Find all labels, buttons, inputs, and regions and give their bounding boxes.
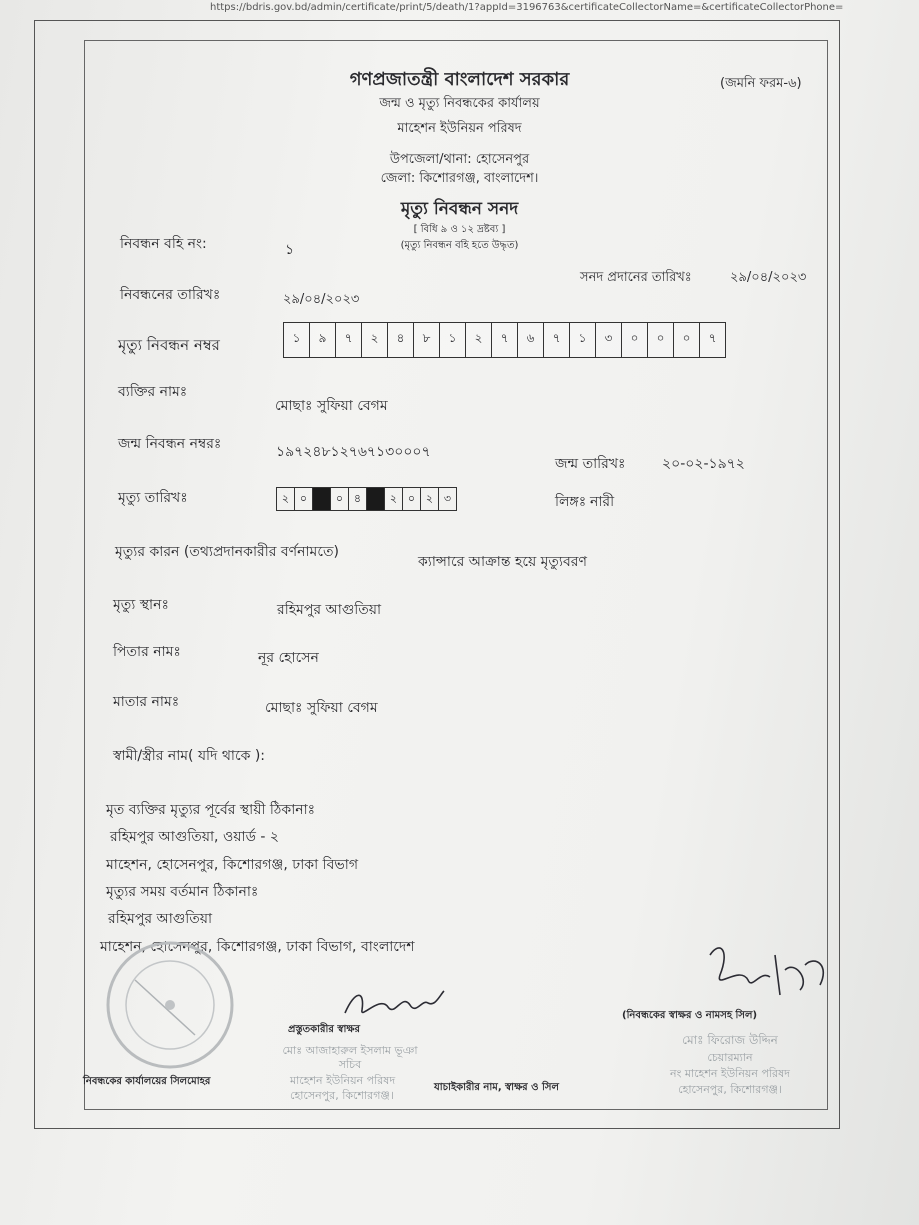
government-title: গণপ্রজাতন্ত্রী বাংলাদেশ সরকার xyxy=(349,69,570,90)
office-seal-label: নিবন্ধকের কার্যালয়ের সিলমোহর xyxy=(83,1076,211,1087)
permanent-address-line2: মাহেশন, হোসেনপুর, কিশোরগঞ্জ, ঢাকা বিভাগ xyxy=(106,857,359,873)
spouse-label: স্বামী/স্ত্রীর নাম( যদি থাকে ): xyxy=(113,748,266,764)
chair-stamp-address: হোসেনপুর, কিশোরগঞ্জ। xyxy=(678,1083,782,1096)
print-url: https://bdris.gov.bd/admin/certificate/print/5/death/1?appId=3196763&certificateCollectorName=&certificateCollectorPhone= xyxy=(210,2,844,13)
rule-note: [ বিধি ৯ ও ১২ দ্রষ্টব্য ] xyxy=(413,224,506,235)
death-reg-digit: ৬ xyxy=(518,322,544,358)
preparer-signature-label: প্রস্তুতকারীর স্বাক্ষর xyxy=(288,1024,360,1035)
father-label: পিতার নামঃ xyxy=(113,644,181,660)
death-reg-digit: ২ xyxy=(466,322,492,358)
death-date-boxes xyxy=(276,487,457,511)
registrar-signature xyxy=(690,935,840,1005)
death-date-digit: ০ xyxy=(295,487,313,511)
mother-label: মাতার নামঃ xyxy=(113,694,180,710)
place-label: মৃত্যু স্থানঃ xyxy=(113,597,169,613)
death-date-digit: ৪ xyxy=(349,487,367,511)
death-reg-digit: ১ xyxy=(440,322,466,358)
present-address-line2: মাহেশন, হোসেনপুর, কিশোরগঞ্জ, ঢাকা বিভাগ, বাংলাদেশ xyxy=(100,939,415,955)
issue-date-label: সনদ প্রদানের তারিখঃ xyxy=(580,270,692,285)
date-separator-cell xyxy=(367,487,385,511)
death-reg-digit: ৯ xyxy=(310,322,336,358)
chair-stamp-council: নং মাহেশন ইউনিয়ন পরিষদ xyxy=(670,1067,790,1080)
preparer-signature xyxy=(340,985,450,1025)
death-reg-digit: ১ xyxy=(283,322,310,358)
place-value: রহিমপুর আগুতিয়া xyxy=(277,602,382,618)
death-date-digit: ২ xyxy=(276,487,295,511)
district-line: জেলা: কিশোরগঞ্জ, বাংলাদেশ। xyxy=(380,171,539,186)
name-label: ব্যক্তির নামঃ xyxy=(118,384,188,400)
death-reg-digit: ০ xyxy=(622,322,648,358)
death-reg-digit: ৭ xyxy=(492,322,518,358)
birth-reg-no-value: ১৯৭২৪৮১২৭৬৭১৩০০০৭ xyxy=(276,444,431,460)
death-date-digit: ২ xyxy=(385,487,403,511)
present-address-line1: রহিমপুর আগুতিয়া xyxy=(108,911,213,927)
present-address-label: মৃত্যুর সময় বর্তমান ঠিকানাঃ xyxy=(106,884,259,900)
death-reg-digit: ১ xyxy=(570,322,596,358)
council-name: মাহেশন ইউনিয়ন পরিষদ xyxy=(397,121,522,136)
death-reg-digit: ০ xyxy=(674,322,700,358)
form-tag: (জমনি ফরম-৬) xyxy=(720,76,802,91)
registrar-signature-label: (নিবন্ধকের স্বাক্ষর ও নামসহ সিল) xyxy=(622,1010,758,1021)
certificate-title: মৃত্যু নিবন্ধন সনদ xyxy=(400,199,519,219)
death-date-digit: ০ xyxy=(403,487,421,511)
father-value: নূর হোসেন xyxy=(258,650,319,666)
secretary-stamp-title: সচিব xyxy=(338,1058,362,1071)
death-reg-digit: ২ xyxy=(362,322,388,358)
upazila-line: উপজেলা/থানা: হোসেনপুর xyxy=(389,152,530,167)
book-no-value: ১ xyxy=(285,242,295,258)
gender-label: লিঙ্গঃ xyxy=(555,494,587,510)
death-reg-digit: ০ xyxy=(648,322,674,358)
death-reg-no-label: মৃত্যু নিবন্ধন নম্বর xyxy=(118,336,220,354)
chair-stamp-title: চেয়ারম্যান xyxy=(707,1051,753,1064)
permanent-address-label: মৃত ব্যক্তির মৃত্যুর পূর্বের স্থায়ী ঠিকানাঃ xyxy=(106,802,316,818)
death-reg-digit: ৮ xyxy=(414,322,440,358)
death-date-digit: ০ xyxy=(331,487,349,511)
death-reg-digit: ৩ xyxy=(596,322,622,358)
death-date-digit: ২ xyxy=(421,487,439,511)
permanent-address-line1: রহিমপুর আগুতিয়া, ওয়ার্ড - ২ xyxy=(110,829,279,845)
council-stamp-line1: মাহেশন ইউনিয়ন পরিষদ xyxy=(290,1074,396,1087)
chair-stamp-name: মোঃ ফিরোজ উদ্দিন xyxy=(682,1033,778,1047)
death-date-digit: ৩ xyxy=(439,487,457,511)
cause-label: মৃত্যুর কারন (তথ্যপ্রদানকারীর বর্ণনামতে) xyxy=(115,544,339,560)
verifier-label: যাচাইকারীর নাম, স্বাক্ষর ও সিল xyxy=(434,1082,559,1093)
death-reg-digit: ৭ xyxy=(336,322,362,358)
date-separator-cell xyxy=(313,487,331,511)
gender-value: নারী xyxy=(590,494,615,510)
name-value: মোছাঃ সুফিয়া বেগম xyxy=(275,398,388,414)
issue-date-value: ২৯/০৪/২০২৩ xyxy=(730,270,807,285)
secretary-stamp-name: মোঃ আজাহারুল ইসলাম ভূঞা xyxy=(282,1044,418,1057)
office-seal-stamp xyxy=(100,935,240,1075)
office-name: জন্ম ও মৃত্যু নিবন্ধকের কার্যালয় xyxy=(379,96,540,111)
death-reg-digit: ৭ xyxy=(700,322,726,358)
cause-value: ক্যান্সারে আক্রান্ত হয়ে মৃত্যুবরণ xyxy=(418,554,587,570)
death-reg-no-boxes xyxy=(283,322,726,358)
death-reg-digit: ৭ xyxy=(544,322,570,358)
book-note: (মৃত্যু নিবন্ধন বহি হতে উদ্ধৃত) xyxy=(400,240,519,251)
death-date-label: মৃত্যু তারিখঃ xyxy=(118,490,188,506)
reg-date-label: নিবন্ধনের তারিখঃ xyxy=(120,287,221,303)
birth-date-value: ২০-০২-১৯৭২ xyxy=(662,456,745,472)
book-no-label: নিবন্ধন বহি নং: xyxy=(120,236,207,252)
reg-date-value: ২৯/০৪/২০২৩ xyxy=(283,292,360,307)
council-stamp-line2: হোসেনপুর, কিশোরগঞ্জ। xyxy=(290,1089,394,1102)
death-reg-digit: ৪ xyxy=(388,322,414,358)
birth-reg-no-label: জন্ম নিবন্ধন নম্বরঃ xyxy=(118,436,222,452)
mother-value: মোছাঃ সুফিয়া বেগম xyxy=(265,700,378,716)
birth-date-label: জন্ম তারিখঃ xyxy=(555,456,626,472)
